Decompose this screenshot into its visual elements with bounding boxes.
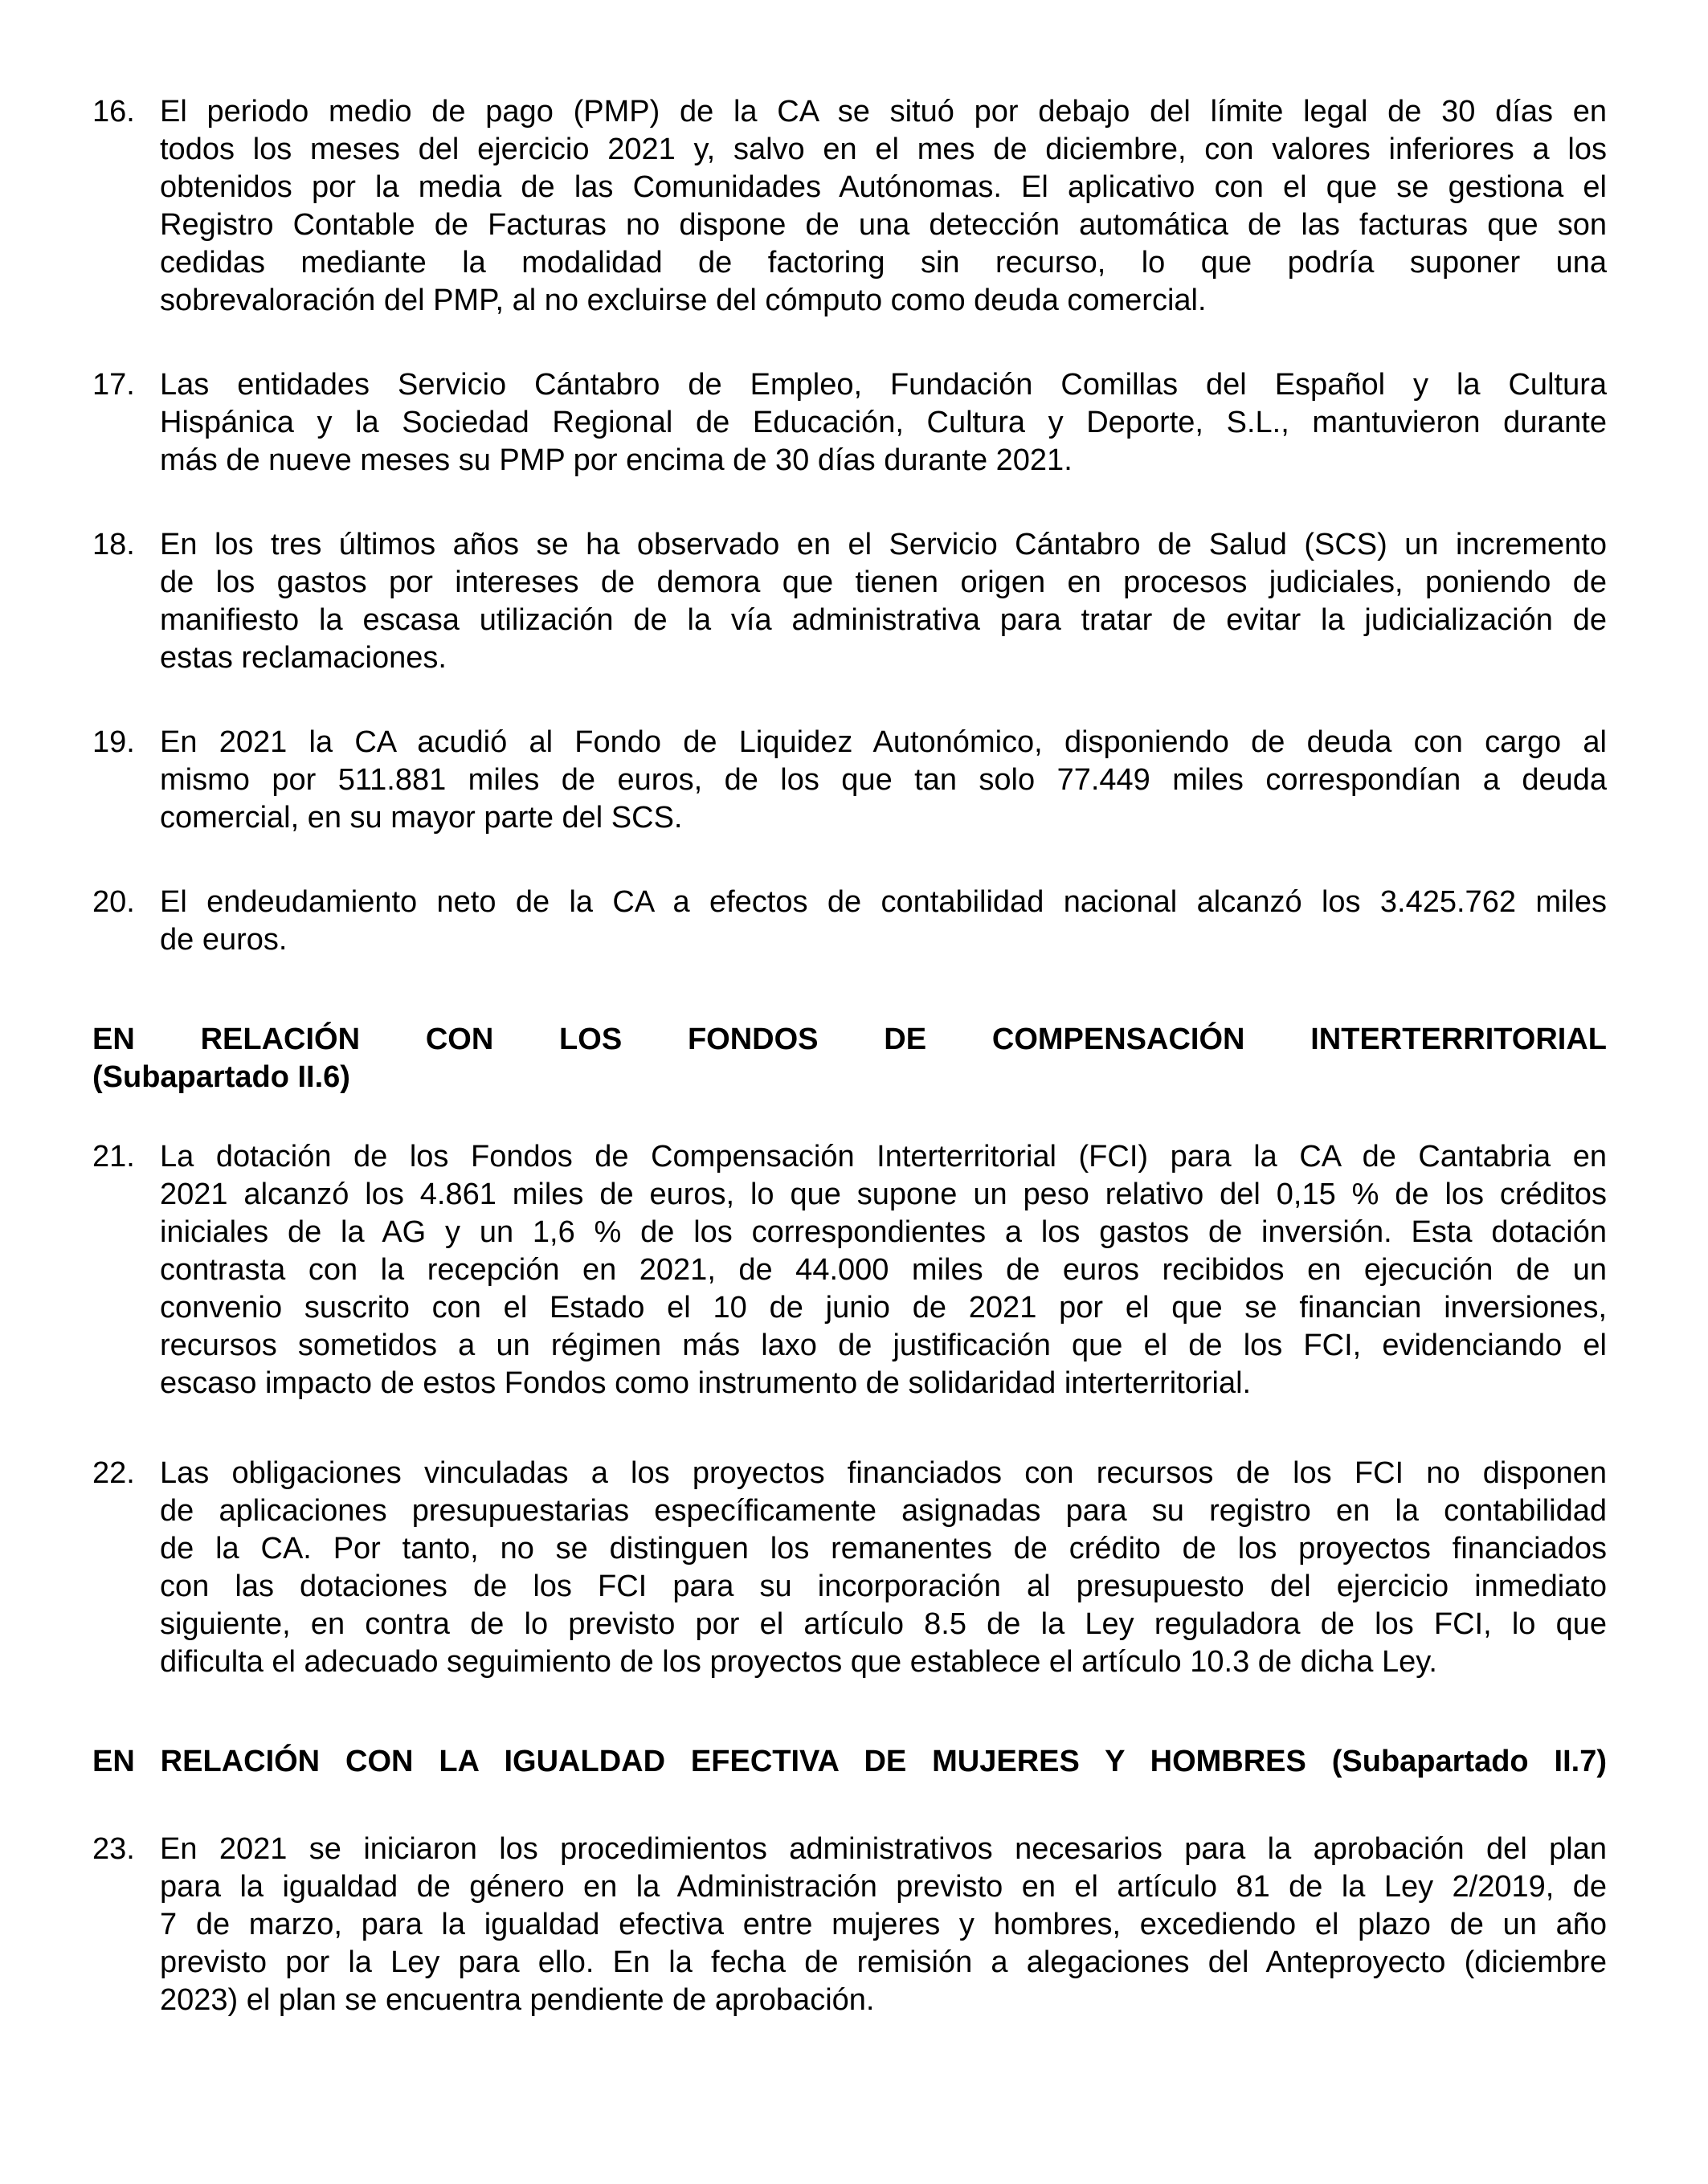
text-line: Hispánica y la Sociedad Regional de Educación, Cultura y Deporte, S.L., mantuvieron durante bbox=[160, 406, 1607, 439]
text-line: de euros. bbox=[160, 923, 288, 957]
list-item-17 bbox=[92, 366, 1607, 480]
heading-line: (Subapartado II.6) bbox=[92, 1060, 350, 1094]
text-line: siguiente, en contra de lo previsto por el artículo 8.5 de la Ley reguladora de los FCI, lo que bbox=[160, 1607, 1607, 1641]
text-line: 2021 alcanzó los 4.861 miles de euros, lo que supone un peso relativo del 0,15 % de los créditos bbox=[160, 1178, 1607, 1211]
text-line: estas reclamaciones. bbox=[160, 641, 447, 675]
list-item-number: 19. bbox=[92, 725, 135, 759]
text-line: previsto por la Ley para ello. En la fecha de remisión a alegaciones del Anteproyecto (diciembre bbox=[160, 1945, 1607, 1979]
section-heading-igualdad bbox=[92, 1743, 1607, 1781]
text-line: 7 de marzo, para la igualdad efectiva entre mujeres y hombres, excediendo el plazo de un año bbox=[160, 1908, 1607, 1941]
text-line: El endeudamiento neto de la CA a efectos de contabilidad nacional alcanzó los 3.425.762 miles bbox=[160, 885, 1607, 919]
list-item-21 bbox=[92, 1138, 1607, 1402]
text-line: manifiesto la escasa utilización de la vía administrativa para tratar de evitar la judicialización de bbox=[160, 603, 1607, 637]
list-item-number: 16. bbox=[92, 95, 135, 129]
text-line: 2023) el plan se encuentra pendiente de aprobación. bbox=[160, 1983, 875, 2017]
text-line: escaso impacto de estos Fondos como instrumento de solidaridad interterritorial. bbox=[160, 1366, 1252, 1400]
text-line: El periodo medio de pago (PMP) de la CA se situó por debajo del límite legal de 30 días en bbox=[160, 95, 1607, 129]
text-line: convenio suscrito con el Estado el 10 de junio de 2021 por el que se financian inversiones, bbox=[160, 1291, 1607, 1325]
text-line: para la igualdad de género en la Administración previsto en el artículo 81 de la Ley 2/2019, de bbox=[160, 1870, 1607, 1904]
text-line: obtenidos por la media de las Comunidades Autónomas. El aplicativo con el que se gestiona el bbox=[160, 170, 1607, 204]
list-item-23 bbox=[92, 1831, 1607, 2019]
text-line: En 2021 se iniciaron los procedimientos administrativos necesarios para la aprobación del plan bbox=[160, 1832, 1607, 1866]
text-line: Registro Contable de Facturas no dispone de una detección automática de las facturas que son bbox=[160, 208, 1607, 242]
list-item-number: 23. bbox=[92, 1832, 135, 1866]
text-line: más de nueve meses su PMP por encima de 30 días durante 2021. bbox=[160, 443, 1073, 477]
heading-line: EN RELACIÓN CON LA IGUALDAD EFECTIVA DE MUJERES Y HOMBRES (Subapartado II.7) bbox=[92, 1745, 1607, 1778]
text-line: con las dotaciones de los FCI para su incorporación al presupuesto del ejercicio inmediato bbox=[160, 1570, 1607, 1603]
list-item-number: 21. bbox=[92, 1140, 135, 1174]
list-item-20 bbox=[92, 884, 1607, 959]
section-heading-fci bbox=[92, 1021, 1607, 1096]
list-item-19 bbox=[92, 724, 1607, 837]
list-item-number: 20. bbox=[92, 885, 135, 919]
list-item-number: 18. bbox=[92, 528, 135, 561]
list-item-22 bbox=[92, 1455, 1607, 1681]
text-line: En los tres últimos años se ha observado en el Servicio Cántabro de Salud (SCS) un incremento bbox=[160, 528, 1607, 561]
text-line: iniciales de la AG y un 1,6 % de los correspondientes a los gastos de inversión. Esta dotación bbox=[160, 1215, 1607, 1249]
text-line: de la CA. Por tanto, no se distinguen los remanentes de crédito de los proyectos financiados bbox=[160, 1532, 1607, 1566]
text-line: Las obligaciones vinculadas a los proyectos financiados con recursos de los FCI no disponen bbox=[160, 1456, 1607, 1490]
heading-line: EN RELACIÓN CON LOS FONDOS DE COMPENSACIÓN INTERTERRITORIAL bbox=[92, 1023, 1607, 1056]
text-line: Las entidades Servicio Cántabro de Empleo, Fundación Comillas del Español y la Cultura bbox=[160, 368, 1607, 402]
text-line: contrasta con la recepción en 2021, de 44.000 miles de euros recibidos en ejecución de un bbox=[160, 1253, 1607, 1287]
text-line: La dotación de los Fondos de Compensación Interterritorial (FCI) para la CA de Cantabria en bbox=[160, 1140, 1607, 1174]
text-line: sobrevaloración del PMP, al no excluirse del cómputo como deuda comercial. bbox=[160, 284, 1207, 317]
text-line: comercial, en su mayor parte del SCS. bbox=[160, 801, 683, 835]
list-item-number: 17. bbox=[92, 368, 135, 402]
list-item-18 bbox=[92, 526, 1607, 677]
text-line: cedidas mediante la modalidad de factoring sin recurso, lo que podría suponer una bbox=[160, 246, 1607, 280]
text-line: recursos sometidos a un régimen más laxo de justificación que el de los FCI, evidenciando el bbox=[160, 1329, 1607, 1362]
list-item-number: 22. bbox=[92, 1456, 135, 1490]
text-line: dificulta el adecuado seguimiento de los proyectos que establece el artículo 10.3 de dicha Ley. bbox=[160, 1645, 1437, 1679]
document-page bbox=[92, 93, 1607, 2019]
text-line: de los gastos por intereses de demora que tienen origen en procesos judiciales, poniendo de bbox=[160, 565, 1607, 599]
text-line: todos los meses del ejercicio 2021 y, salvo en el mes de diciembre, con valores inferiores a los bbox=[160, 133, 1607, 166]
text-line: de aplicaciones presupuestarias específicamente asignadas para su registro en la contabilidad bbox=[160, 1494, 1607, 1528]
text-line: mismo por 511.881 miles de euros, de los que tan solo 77.449 miles correspondían a deuda bbox=[160, 763, 1607, 797]
list-item-16 bbox=[92, 93, 1607, 320]
text-line: En 2021 la CA acudió al Fondo de Liquidez Autonómico, disponiendo de deuda con cargo al bbox=[160, 725, 1607, 759]
